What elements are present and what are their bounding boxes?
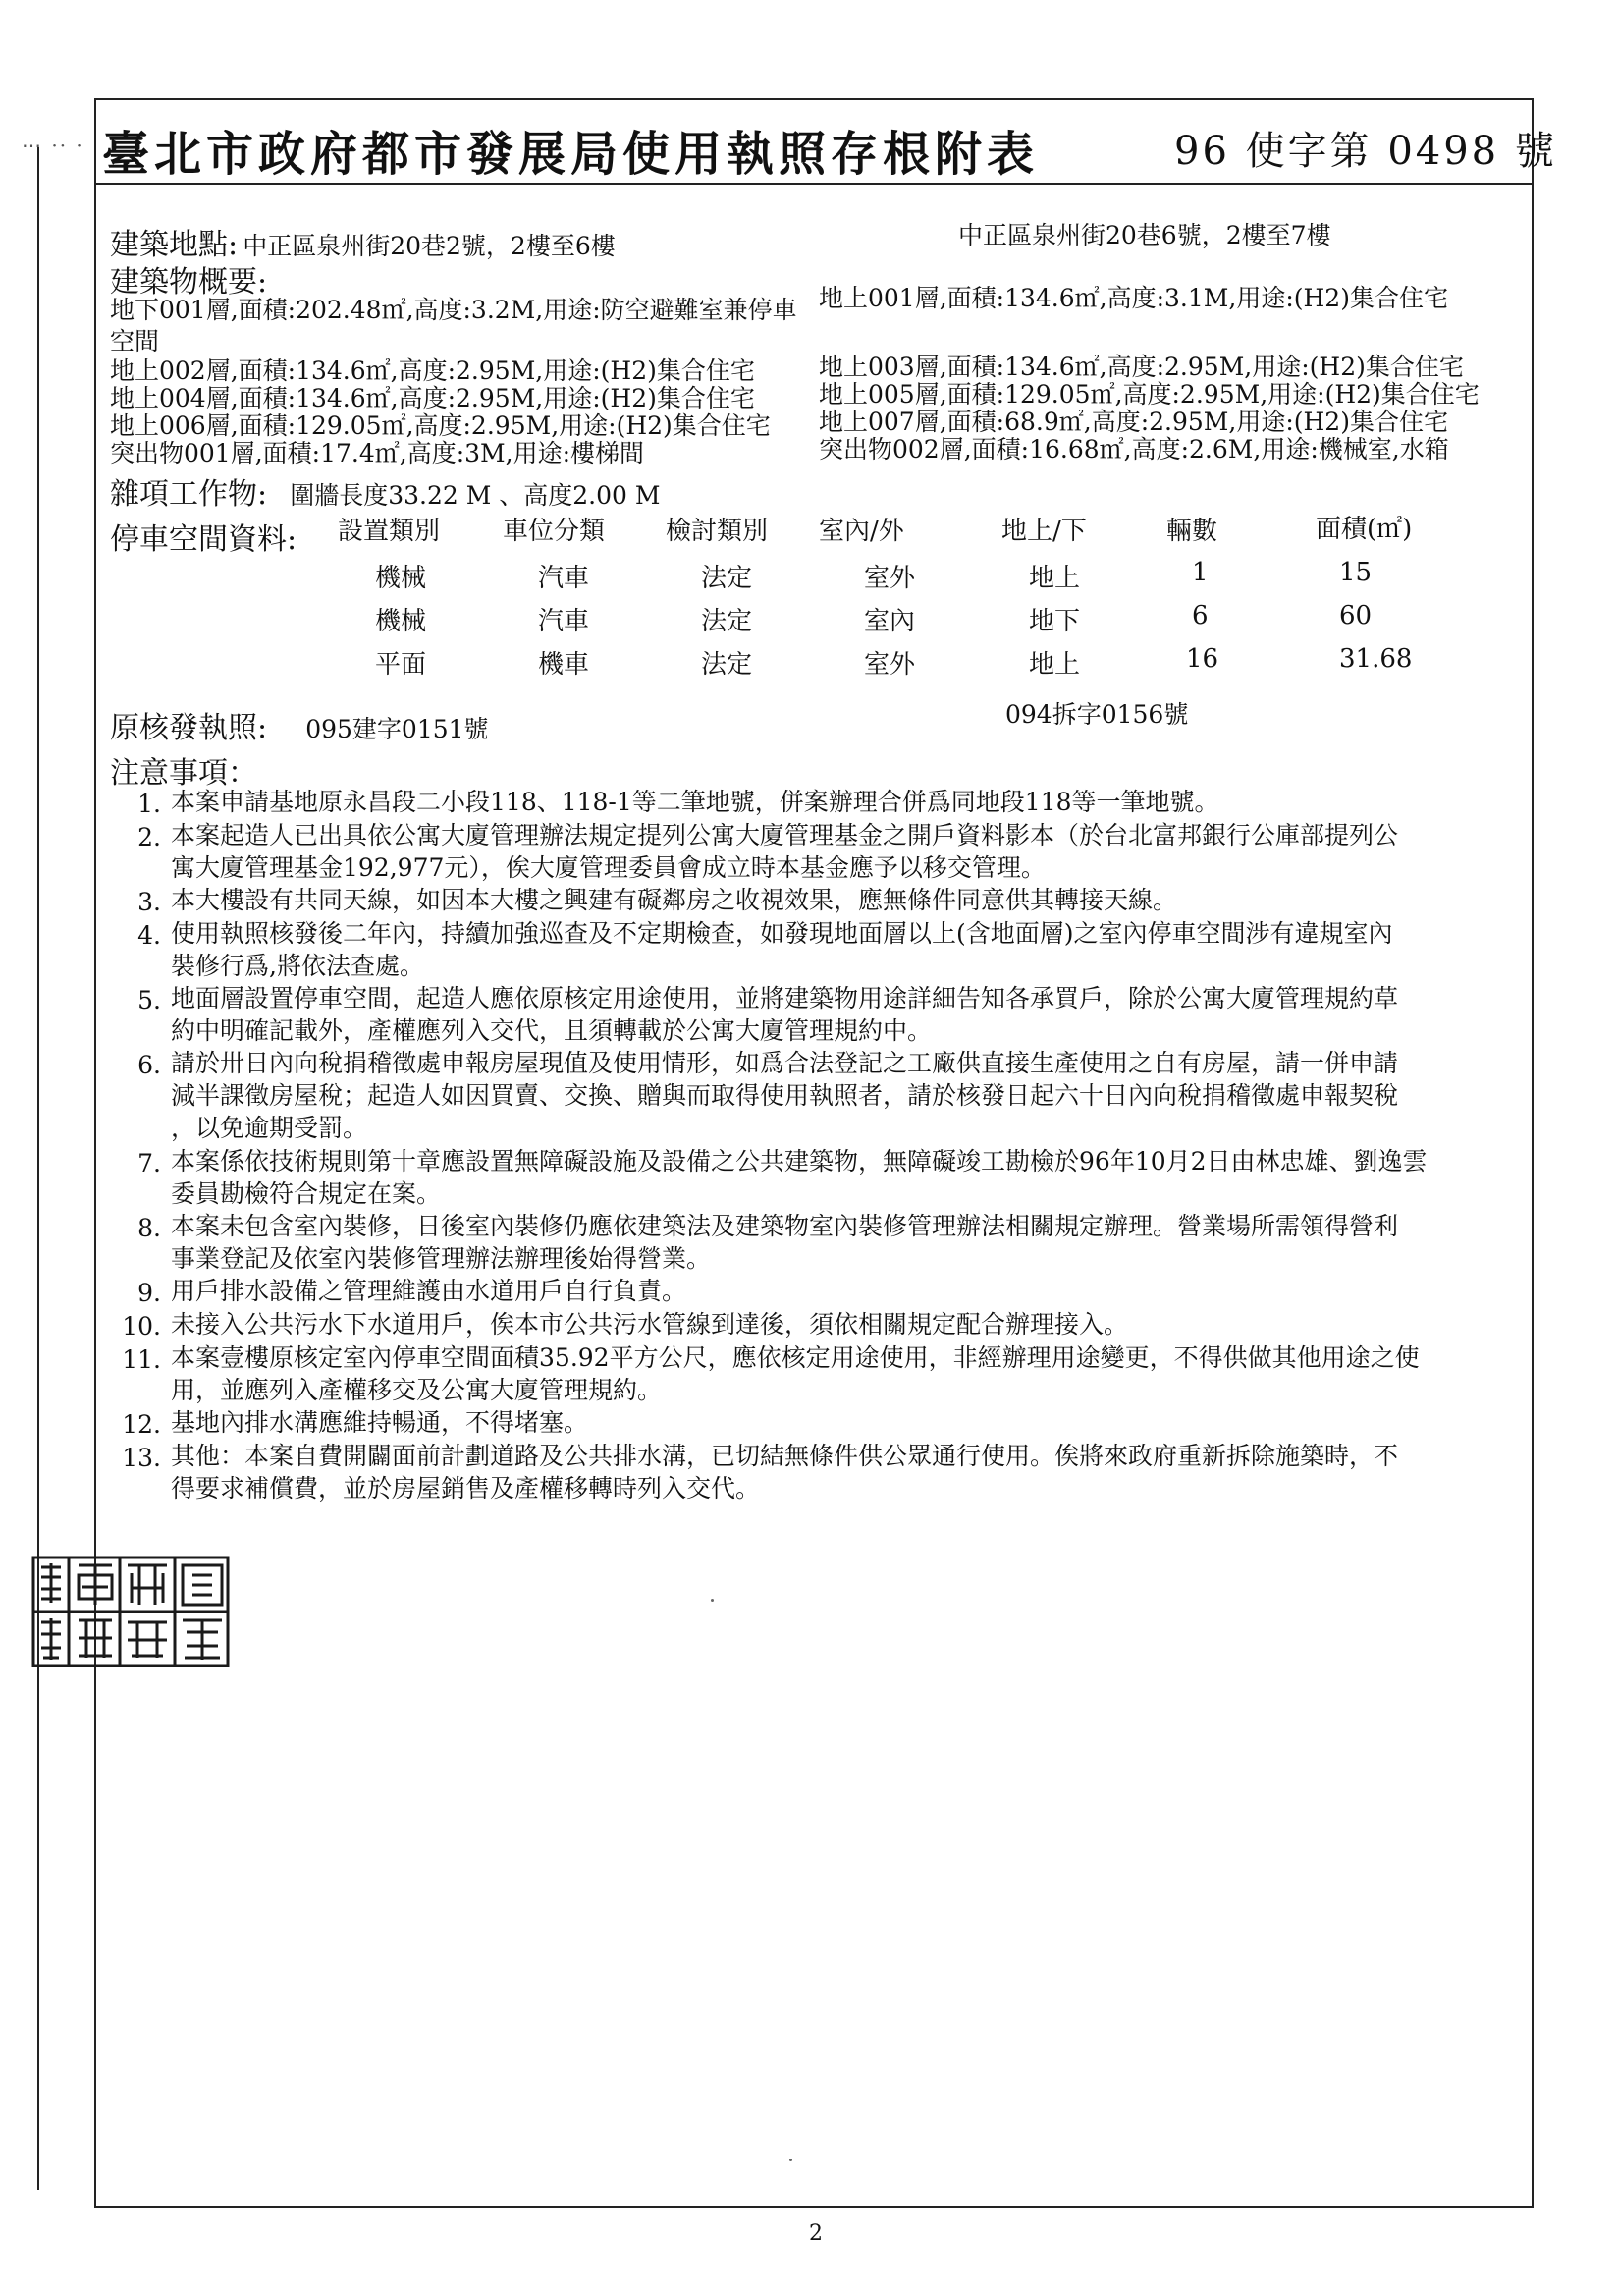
note-text: 本大樓設有共同天線，如因本大樓之興建有礙鄰房之收視效果，應無條件同意供其轉接天線。 (171, 886, 1178, 914)
site-address-1: 中正區泉州街20巷2號，2樓至6樓 (243, 232, 616, 260)
parking-cell: 室外 (864, 650, 916, 680)
note-text: 本案起造人已出具依公寓大廈管理辦法規定提列公寓大廈管理基金之開戶資料影本（於台北富邦銀行公庫部提列公 寓大廈管理基金192,977元），俟大廈管理委員會成立時本基金應予以移交管理。 (171, 821, 1399, 882)
official-seal-stamp (29, 1554, 232, 1669)
parking-col-vehicle: 車位分類 (503, 517, 606, 546)
original-permit-label: 原核發執照: (110, 711, 268, 745)
overview-right-4: 突出物002層,面積:16.68㎡,高度:2.6M,用途:機械室,水箱 (819, 435, 1449, 464)
parking-col-inout: 室內/外 (819, 517, 904, 546)
parking-cell: 機車 (538, 650, 590, 680)
note-number: 9. (137, 1279, 161, 1307)
note-number: 1. (137, 790, 161, 818)
original-permit-value-1: 095建字0151號 (305, 715, 489, 743)
note-number: 11. (122, 1345, 161, 1374)
misc-works-value: 圍牆長度33.22 M 、高度2.00 M (290, 481, 661, 510)
site-address-2: 中正區泉州街20巷6號，2樓至7樓 (958, 221, 1331, 249)
parking-cell: 法定 (701, 607, 753, 636)
note-text: 未接入公共污水下水道用戶，俟本市公共污水管線到達後，須依相關規定配合辦理接入。 (171, 1310, 1129, 1339)
parking-cell: 31.68 (1339, 644, 1413, 674)
parking-col-area: 面積(㎡) (1316, 515, 1413, 544)
overview-left-2: 地上002層,面積:134.6㎡,高度:2.95M,用途:(H2)集合住宅 (110, 356, 755, 385)
note-number: 3. (137, 888, 161, 916)
parking-col-review: 檢討類別 (666, 517, 769, 546)
parking-cell: 機械 (375, 607, 427, 636)
misc-works-row (110, 469, 660, 513)
overview-left-0: 地下001層,面積:202.48㎡,高度:3.2M,用途:防空避難室兼停車 (110, 296, 797, 324)
note-number: 10. (122, 1312, 161, 1340)
note-text: 地面層設置停車空間，起造人應依原核定用途使用，並將建築物用途詳細告知各承買戶，除於公寓大廈管理規約草 約中明確記載外，產權應列入交代，且須轉載於公寓大廈管理規約中。 (171, 984, 1399, 1045)
overview-right-2: 地上005層,面積:129.05㎡,高度:2.95M,用途:(H2)集合住宅 (819, 380, 1480, 409)
overview-left-4: 地上006層,面積:129.05㎡,高度:2.95M,用途:(H2)集合住宅 (110, 411, 771, 440)
note-text: 本案係依技術規則第十章應設置無障礙設施及設備之公共建築物，無障礙竣工勘檢於96年10月2日由林忠雄、劉逸雲 委員勘檢符合規定在案。 (171, 1147, 1428, 1208)
note-text: 本案未包含室內裝修，日後室內裝修仍應依建築法及建築物室內裝修管理辦法相關規定辦理。營業場所需領得營利 事業登記及依室內裝修管理辦法辦理後始得營業。 (171, 1212, 1399, 1273)
parking-cell: 汽車 (538, 564, 590, 593)
overview-label: 建築物概要: (110, 265, 268, 300)
note-number: 8. (137, 1214, 161, 1242)
parking-col-level: 地上/下 (1001, 517, 1087, 546)
parking-cell: 地上 (1029, 564, 1081, 593)
notes-label: 注意事項： (110, 756, 257, 791)
parking-cell: 法定 (701, 564, 753, 593)
parking-cell: 1 (1192, 558, 1209, 587)
overview-left-3: 地上004層,面積:134.6㎡,高度:2.95M,用途:(H2)集合住宅 (110, 384, 755, 412)
parking-col-count: 輛數 (1166, 517, 1218, 546)
parking-cell: 機械 (375, 564, 427, 593)
parking-col-type: 設置類別 (338, 517, 441, 546)
page-number: 2 (809, 2221, 823, 2246)
parking-cell: 地上 (1029, 650, 1081, 680)
page-title: 臺北市政府都市發展局使用執照存根附表 (102, 127, 1040, 182)
original-permit-row (110, 703, 489, 746)
note-number: 2. (137, 823, 161, 851)
note-text: 本案壹樓原核定室內停車空間面積35.92平方公尺，應依核定用途使用，非經辦理用途變更，不得供做其他用途之使 用，並應列入產權移交及公寓大廈管理規約。 (171, 1343, 1420, 1404)
parking-cell: 法定 (701, 650, 753, 680)
parking-cell: 6 (1192, 601, 1209, 630)
site-label: 建築地點: (110, 228, 239, 262)
note-number: 13. (122, 1444, 161, 1472)
overview-right-0: 地上001層,面積:134.6㎡,高度:3.1M,用途:(H2)集合住宅 (819, 284, 1448, 312)
original-permit-value-2: 094拆字0156號 (1005, 700, 1189, 729)
overview-right-3: 地上007層,面積:68.9㎡,高度:2.95M,用途:(H2)集合住宅 (819, 408, 1448, 436)
parking-cell: 60 (1339, 601, 1373, 630)
overview-right-1: 地上003層,面積:134.6㎡,高度:2.95M,用途:(H2)集合住宅 (819, 353, 1464, 381)
parking-cell: 汽車 (538, 607, 590, 636)
note-number: 4. (137, 921, 161, 950)
note-text: 本案申請基地原永昌段二小段118、118-1等二筆地號，併案辦理合併爲同地段118等一筆地號。 (171, 788, 1219, 816)
permit-number: 96 使字第 0498 號 (1174, 129, 1557, 174)
scan-speck (789, 2159, 792, 2161)
scan-marks: ⋯ ·· · (22, 134, 84, 157)
parking-cell: 室內 (864, 607, 916, 636)
parking-cell: 室外 (864, 564, 916, 593)
note-number: 5. (137, 986, 161, 1014)
note-text: 使用執照核發後二年內，持續加強巡查及不定期檢查，如發現地面層以上(含地面層)之室內停車空間涉有違規室內 裝修行爲,將依法查處。 (171, 919, 1393, 980)
note-number: 7. (137, 1149, 161, 1177)
note-text: 基地內排水溝應維持暢通，不得堵塞。 (171, 1408, 589, 1437)
parking-cell: 地下 (1029, 607, 1081, 636)
parking-label: 停車空間資料: (110, 522, 297, 557)
overview-left-5: 突出物001層,面積:17.4㎡,高度:3M,用途:樓梯間 (110, 439, 644, 467)
overview-left-1: 空間 (110, 327, 160, 355)
note-number: 12. (122, 1410, 161, 1439)
misc-works-label: 雜項工作物: (110, 477, 268, 512)
parking-cell: 平面 (375, 650, 427, 680)
parking-cell: 15 (1339, 558, 1373, 587)
parking-cell: 16 (1186, 644, 1219, 674)
note-text: 請於卅日內向稅捐稽徵處申報房屋現值及使用情形，如爲合法登記之工廠供直接生產使用之自有房屋，請一併申請 減半課徵房屋稅；起造人如因買賣、交換、贈與而取得使用執照者，請於核發日起六十日內向稅捐稽徵處申報契稅 ，以免逾期受罰。 (171, 1049, 1399, 1142)
note-number: 6. (137, 1051, 161, 1079)
note-text: 用戶排水設備之管理維護由水道用戶自行負責。 (171, 1277, 687, 1305)
note-text: 其他：本案自費開闢面前計劃道路及公共排水溝，已切結無條件供公眾通行使用。俟將來政府重新拆除施築時，不 得要求補償費，並於房屋銷售及產權移轉時列入交代。 (171, 1442, 1399, 1503)
scan-speck (711, 1599, 714, 1602)
left-margin-rule (37, 147, 39, 2190)
